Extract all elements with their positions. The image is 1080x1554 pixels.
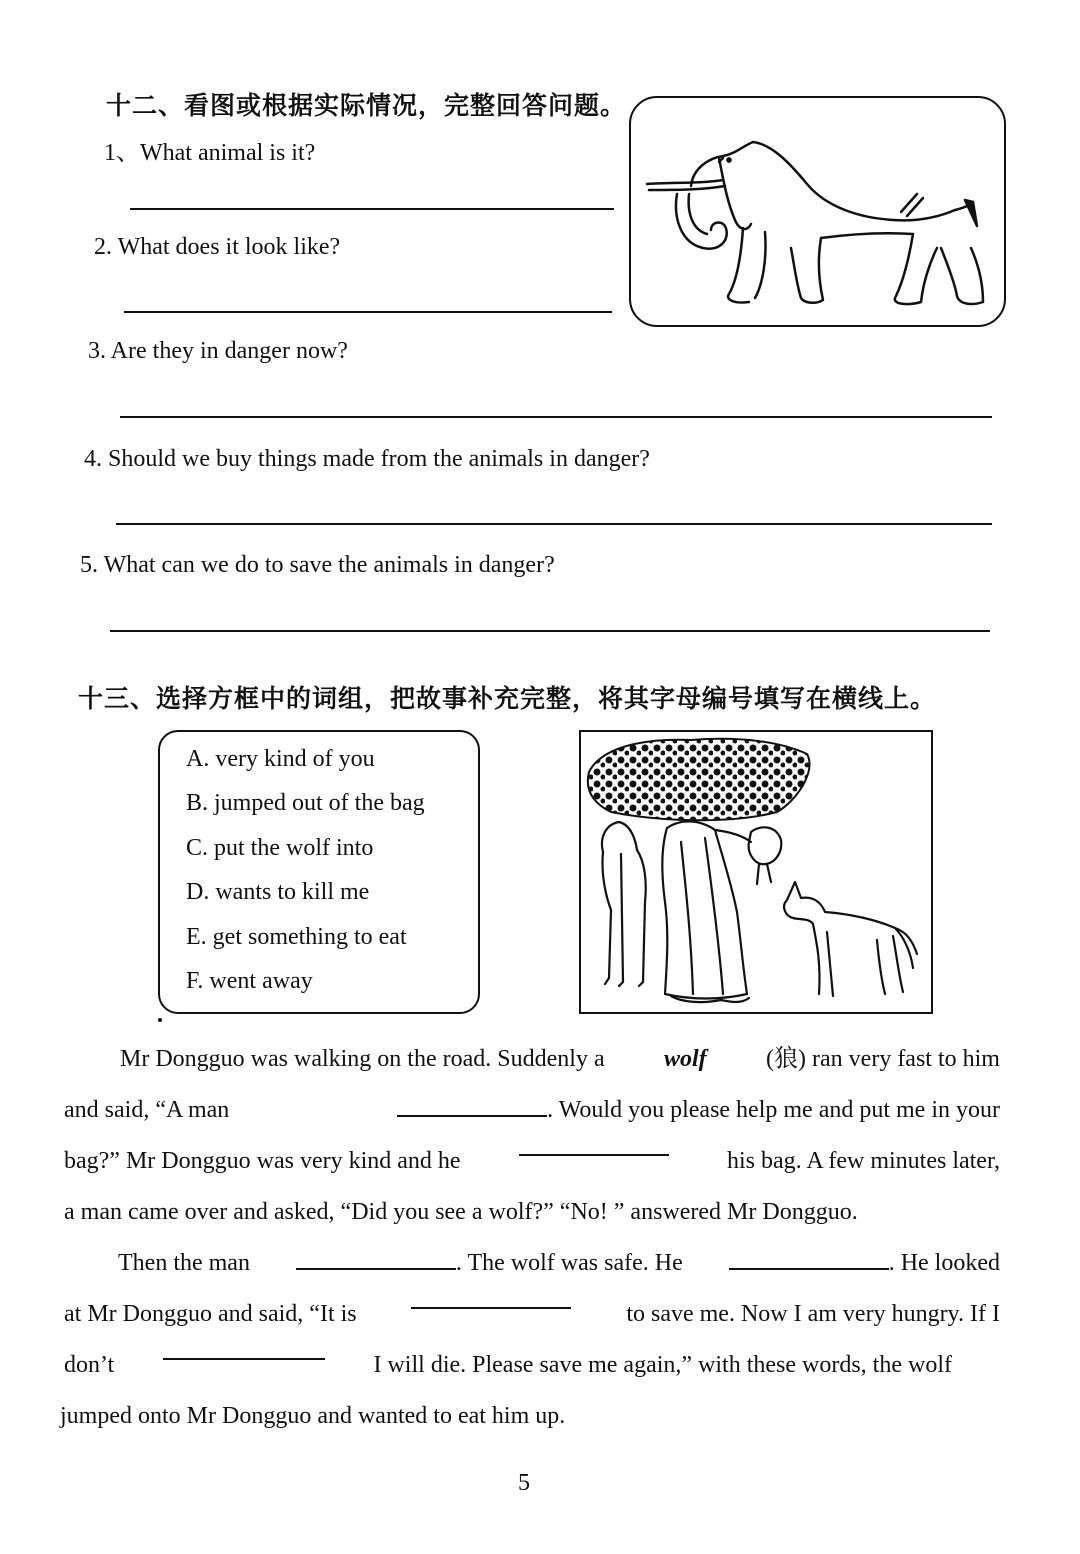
story-line-7: [64, 1340, 952, 1391]
word-options-box: [158, 730, 480, 1014]
story-text: . The wolf was safe. He: [455, 1250, 683, 1276]
elephant-ear: [719, 158, 751, 229]
story-text: . He looked: [888, 1250, 1000, 1276]
story-text: Mr Dongguo was walking on the road. Suddenly a: [120, 1046, 605, 1072]
story-line-1: [64, 1034, 1000, 1085]
elephant-trunk: [676, 194, 727, 249]
answer-line-4[interactable]: [116, 523, 992, 525]
elephant-tusk: [647, 180, 723, 184]
story-text: a man came over and asked, “Did you see a wolf?” “No! ” answered Mr Dongguo.: [64, 1199, 858, 1225]
fill-blank-6[interactable]: [163, 1340, 325, 1360]
story-line-2: [64, 1085, 1000, 1136]
man-head: [749, 827, 782, 864]
fill-blank-4[interactable]: [729, 1250, 889, 1270]
elephant-back: [753, 142, 955, 220]
story-text: I will die. Please save me again,” with these words, the wolf: [373, 1352, 952, 1378]
story-line-6: [64, 1289, 1000, 1340]
option-f: F. went away: [186, 968, 313, 994]
donkey-head: [602, 822, 637, 852]
question-4: 4. Should we buy things made from the animals in danger?: [84, 446, 650, 472]
option-b: B. jumped out of the bag: [186, 790, 425, 816]
answer-line-3[interactable]: [120, 416, 992, 418]
mr-dongguo-and-wolf-illustration: [581, 732, 931, 1012]
option-c: C. put the wolf into: [186, 835, 374, 861]
story-line-8: [60, 1391, 1000, 1442]
story-text: Then the man: [118, 1250, 250, 1276]
story-text: and said, “A man: [64, 1097, 230, 1123]
answer-line-1[interactable]: [130, 208, 614, 210]
answer-line-2[interactable]: [124, 311, 612, 313]
story-text: his bag. A few minutes later,: [727, 1148, 1000, 1174]
fill-blank-5[interactable]: [411, 1289, 571, 1309]
story-line-5: [64, 1238, 1000, 1289]
story-text: to save me. Now I am very hungry. If I: [626, 1301, 1000, 1327]
story-text: at Mr Dongguo and said, “It is: [64, 1301, 357, 1327]
story-text: bag?” Mr Dongguo was very kind and he: [64, 1148, 461, 1174]
section-13-heading: 十三、选择方框中的词组，把故事补充完整，将其字母编号填写在横线上。: [78, 684, 937, 713]
elephant-illustration: [631, 98, 1004, 325]
story-text: . Would you please help me and put me in your: [547, 1097, 1000, 1123]
story-word-wolf: wolf: [663, 1046, 707, 1072]
fill-blank-2[interactable]: [519, 1136, 669, 1156]
elephant-picture-frame: [629, 96, 1006, 327]
question-2: 2. What does it look like?: [94, 234, 341, 260]
question-5: 5. What can we do to save the animals in danger?: [80, 552, 555, 578]
story-text: jumped onto Mr Dongguo and wanted to eat him up.: [60, 1403, 566, 1429]
tree-canopy: [588, 739, 810, 821]
story-text: don’t: [64, 1352, 115, 1378]
option-a: A. very kind of you: [186, 746, 375, 772]
question-3: 3. Are they in danger now?: [88, 338, 348, 364]
question-1: 1、What animal is it?: [104, 140, 316, 166]
page-number: 5: [518, 1470, 530, 1496]
man-robe: [662, 821, 747, 998]
option-e: E. get something to eat: [186, 924, 407, 950]
section-12-heading: 十二、看图或根据实际情况，完整回答问题。: [106, 91, 627, 120]
wolf-body: [787, 882, 913, 968]
story-text: (狼) ran very fast to him: [766, 1046, 1000, 1072]
story-line-4: [64, 1187, 1000, 1238]
answer-line-5[interactable]: [110, 630, 990, 632]
option-d: D. wants to kill me: [186, 879, 370, 905]
fill-blank-1[interactable]: [397, 1097, 547, 1117]
fill-blank-3[interactable]: [296, 1250, 456, 1270]
story-picture-frame: [579, 730, 933, 1014]
story-line-3: [64, 1136, 1000, 1187]
stray-dot: [158, 1018, 162, 1022]
story-paragraph: [60, 1034, 1000, 1442]
